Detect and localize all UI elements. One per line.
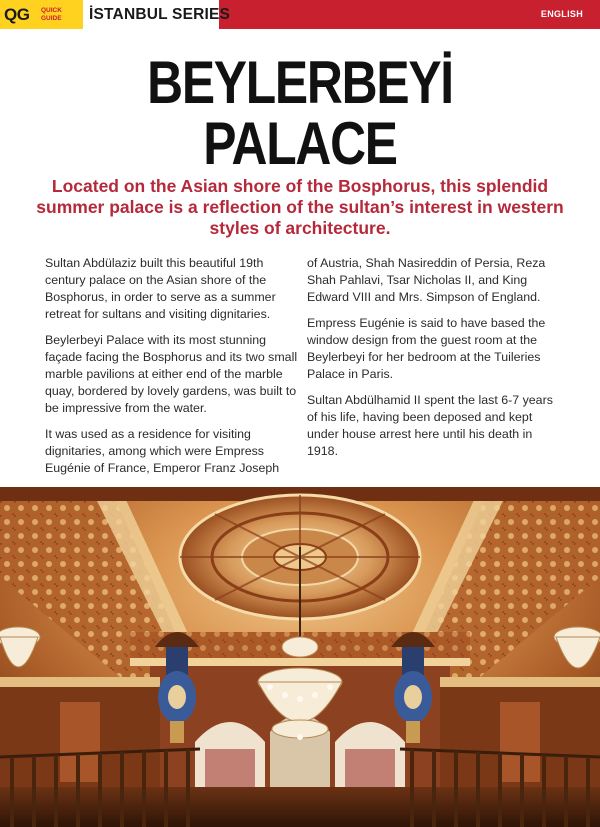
body-column-left [45,255,301,486]
page-title-line1: BEYLERBEYİ [147,49,453,116]
language-label[interactable]: ENGLISH [540,9,583,19]
logo-subtext-line1: QUICK [41,7,62,14]
body-paragraph: of Austria, Shah Nasireddin of Persia, Reza Shah Pahlavi, Tsar Nicholas II, and King Edward VIII and Mrs. Simpson of England. [307,256,546,304]
body-paragraph: It was used as a residence for visiting dignitaries, among which were Empress Eugénie of France, Emperor Franz Joseph [45,427,280,475]
body-paragraph: Empress Eugénie is said to have based the window design from the guest room at the Beylerbeyi for her bedroom at the Tuileries Palace in Paris. [307,316,546,381]
page-title-line2: PALACE [203,110,397,177]
header-bar [0,0,600,29]
quick-guide-logo[interactable] [0,0,83,29]
series-label: İSTANBUL SERIES [89,6,231,23]
logo-subtext [41,7,62,22]
body-paragraph: Beylerbeyi Palace with its most stunning façade facing the Bosphorus and its two small marble pavilions at either end of the marble quay, bordered by lovely gardens, was built to be impressive from the water. [45,333,298,415]
series-label-block [83,0,231,29]
page-subtitle: Located on the Asian shore of the Bosphorus, this splendid summer palace is a reflection of the sultan’s interest in western styles of architecture. [36,176,564,238]
page-title [0,49,600,177]
logo-text: QG [4,5,30,24]
logo-subtext-line2: GUIDE [41,14,62,22]
body-paragraph: Sultan Abdülaziz built this beautiful 19th century palace on the Asian shore of the Bosphorus, in order to serve as a summer retreat for sultans and visiting dignitaries. [45,256,276,321]
body-column-right [307,255,563,469]
palace-interior-photo [0,487,600,827]
body-paragraph: Sultan Abdülhamid II spent the last 6-7 years of his life, having been deposed and kept under house arrest here until his death in 1918. [307,393,553,458]
